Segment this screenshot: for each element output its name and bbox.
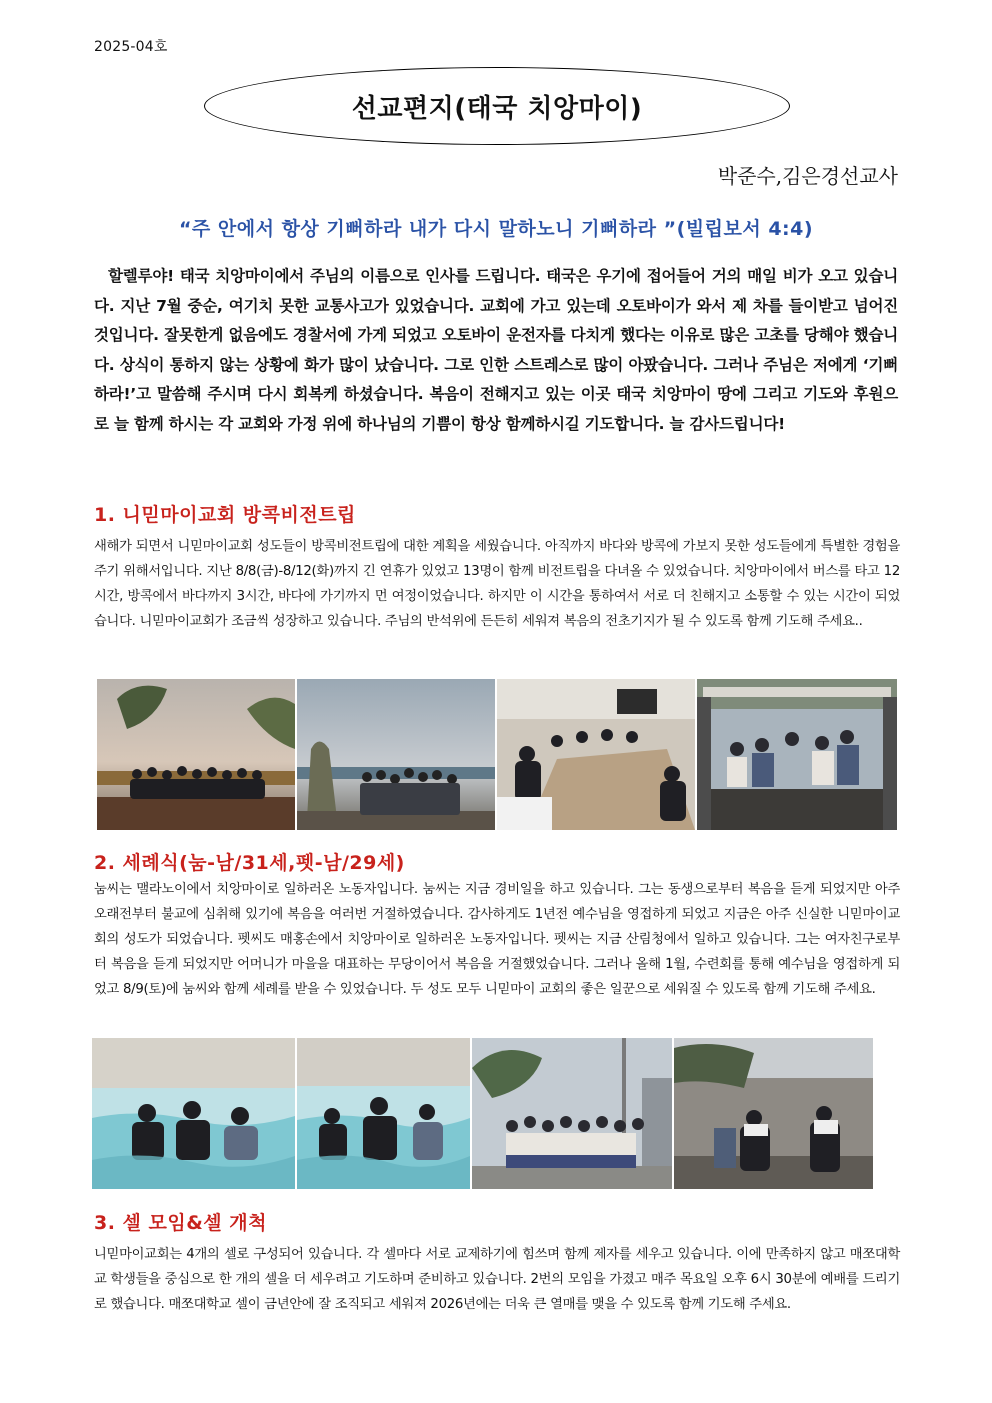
section-2-title: 2. 세례식(눔-남/31세,펫-남/29세) [94, 852, 405, 874]
section-1-body: 새해가 되면서 니믿마이교회 성도들이 방콕비전트립에 대한 계획을 세웠습니다. 아직까지 바다와 방콕에 가보지 못한 성도들에게 특별한 경험을 주기 위해서입니다. 지난 8/8(금)-8/12(화)까지 긴 연휴가 있었고 13명이 함께 비전트립을 다녀올 수 있었습니다. 치앙마이에서 버스를 타고 12시간, 방콕에서 바다까지 3시간, 바다에 가기까지 먼 여정이었습니다. 하지만 이 시간을 통하여서 서로 더 친해지고 소통할 수 있는 시간이 되었습니다. 니믿마이교회가 조금씩 성장하고 있습니다. 주님의 반석위에 든든히 세워져 복음의 전초기지가 될 수 있도록 함께 기도해 주세요.. [94, 539, 900, 629]
section-3-title: 3. 셀 모임&셀 개척 [94, 1212, 267, 1234]
baptism-photo-1 [92, 1038, 295, 1189]
vision-trip-photo-4 [697, 679, 897, 830]
section-2-body: 눔씨는 맬라노이에서 치앙마이로 일하러온 노동자입니다. 눔씨는 지금 경비일을 하고 있습니다. 그는 동생으로부터 복음을 듣게 되었지만 아주 오래전부터 불교에 심취해 있기에 복음을 여러번 거절하였습니다. 감사하게도 1년전 예수님을 영접하게 되었고 지금은 아주 신실한 니믿마이교회의 성도가 되었습니다. 펫씨도 매홍손에서 치앙마이로 일하러온 노동자입니다. 펫씨는 지금 산림청에서 일하고 있습니다. 그는 여자친구로부터 복음을 듣게 되었지만 어머니가 마을을 대표하는 무당이어서 복음을 거절했었습니다. 그러나 올해 1월, 수련회를 통해 예수님을 영접하게 되었고 8/9(토)에 눔씨와 함께 세례를 받을 수 있었습니다. 두 성도 모두 니믿마이 교회의 좋은 일꾼으로 세워질 수 있도록 함께 기도해 주세요. [94, 882, 900, 997]
section-3-body: 니믿마이교회는 4개의 셀로 구성되어 있습니다. 각 셀마다 서로 교제하기에 힘쓰며 함께 제자를 세우고 있습니다. 이에 만족하지 않고 매쪼대학교 학생들을 중심으로 한 개의 셀을 더 세우려고 기도하며 준비하고 있습니다. 2번의 모임을 가졌고 매주 목요일 오후 6시 30분에 예배를 드리기로 했습니다. 매쪼대학교 셀이 금년안에 잘 조직되고 세워져 2026년에는 더욱 큰 열매를 맺을 수 있도록 함께 기도해 주세요. [94, 1247, 900, 1312]
author-line: 박준수,김은경선교사 [717, 164, 898, 188]
issue-number: 2025-04호 [94, 39, 168, 55]
section-1-photos [97, 679, 897, 830]
baptism-group-photo [472, 1038, 672, 1189]
title-oval [204, 67, 790, 145]
vision-trip-photo-1 [97, 679, 295, 830]
section-1-title: 1. 니믿마이교회 방콕비전트립 [94, 504, 356, 526]
scripture-verse: “주 안에서 항상 기뻐하라 내가 다시 말하노니 기뻐하라 ”(빌립보서 4:4) [178, 218, 814, 240]
section-2-photos [92, 1038, 897, 1189]
vision-trip-photo-3 [497, 679, 695, 830]
intro-paragraph: 할렐루야! 태국 치앙마이에서 주님의 이름으로 인사를 드립니다. 태국은 우기에 접어들어 거의 매일 비가 오고 있습니다. 지난 7월 중순, 여기치 못한 교통사고가 있었습니다. 교회에 가고 있는데 오토바이가 와서 제 차를 들이받고 넘어진 것입니다. 잘못한게 없음에도 경찰서에 가게 되었고 오토바이 운전자를 다치게 했다는 이유로 많은 고초를 당해야 했습니다. 상식이 통하지 않는 상황에 화가 많이 났습니다. 그로 인한 스트레스로 많이 아팠습니다. 그러나 주님은 저에게 ‘기뻐하라!’고 말씀해 주시며 다시 회복케 하셨습니다. 복음이 전해지고 있는 이곳 태국 치앙마이 땅에 그리고 기도와 후원으로 늘 함께 하시는 각 교회와 가정 위에 하나님의 기쁨이 항상 함께하시길 기도합니다. 늘 감사드립니다! [94, 267, 898, 433]
baptism-towels-photo [674, 1038, 873, 1189]
baptism-photo-2 [297, 1038, 470, 1189]
page-title: 선교편지(태국 치앙마이) [351, 93, 643, 124]
vision-trip-photo-2 [297, 679, 495, 830]
